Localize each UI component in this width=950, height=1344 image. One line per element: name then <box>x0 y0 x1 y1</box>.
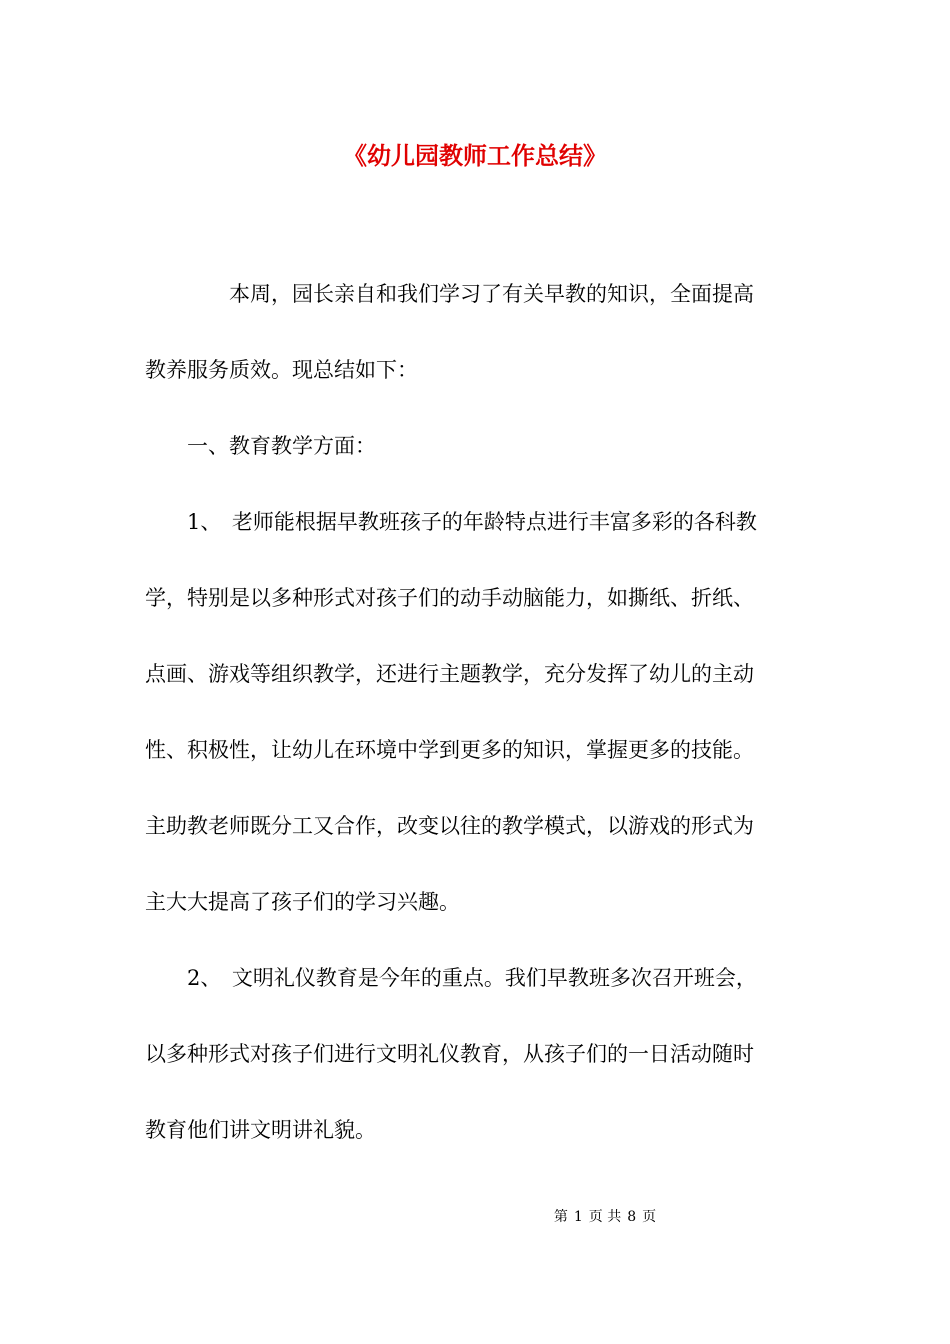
document-body <box>145 276 810 1149</box>
footer-prefix: 第 <box>553 1209 568 1225</box>
paragraph-line: 学，特别是以多种形式对孩子们的动手动脑能力，如撕纸、折纸、 <box>145 586 754 610</box>
paragraph-item-1 <box>145 504 810 921</box>
paragraph-line: 主大大提高了孩子们的学习兴趣。 <box>145 890 460 914</box>
paragraph-line: 一、教育教学方面： <box>145 434 376 458</box>
paragraph-line: 2、 文明礼仪教育是今年的重点。我们早教班多次召开班会， <box>145 966 757 990</box>
document-title: 《幼儿园教师工作总结》 <box>343 141 607 170</box>
paragraph-item-2 <box>145 960 810 1149</box>
paragraph-line: 教育他们讲文明讲礼貌。 <box>145 1118 376 1142</box>
section-heading <box>145 428 810 465</box>
paragraph-line: 1、 老师能根据早教班孩子的年龄特点进行丰富多彩的各科教 <box>145 510 757 534</box>
footer-suffix: 页 <box>642 1209 657 1225</box>
footer-mid: 页 共 <box>588 1209 622 1225</box>
footer-total-pages: 8 <box>627 1209 637 1225</box>
paragraph-line: 教养服务质效。现总结如下： <box>145 358 418 382</box>
page-footer <box>0 1207 950 1227</box>
footer-page-number: 1 <box>573 1209 583 1225</box>
paragraph-line: 以多种形式对孩子们进行文明礼仪教育，从孩子们的一日活动随时 <box>145 1042 754 1066</box>
paragraph-line: 主助教老师既分工又合作，改变以往的教学模式，以游戏的形式为 <box>145 814 754 838</box>
paragraph-line: 性、积极性，让幼儿在环境中学到更多的知识，掌握更多的技能。 <box>145 738 754 762</box>
paragraph-line: 点画、游戏等组织教学，还进行主题教学，充分发挥了幼儿的主动 <box>145 662 754 686</box>
paragraph-line: 本周，园长亲自和我们学习了有关早教的知识，全面提高 <box>145 282 754 306</box>
paragraph-intro <box>145 276 810 389</box>
